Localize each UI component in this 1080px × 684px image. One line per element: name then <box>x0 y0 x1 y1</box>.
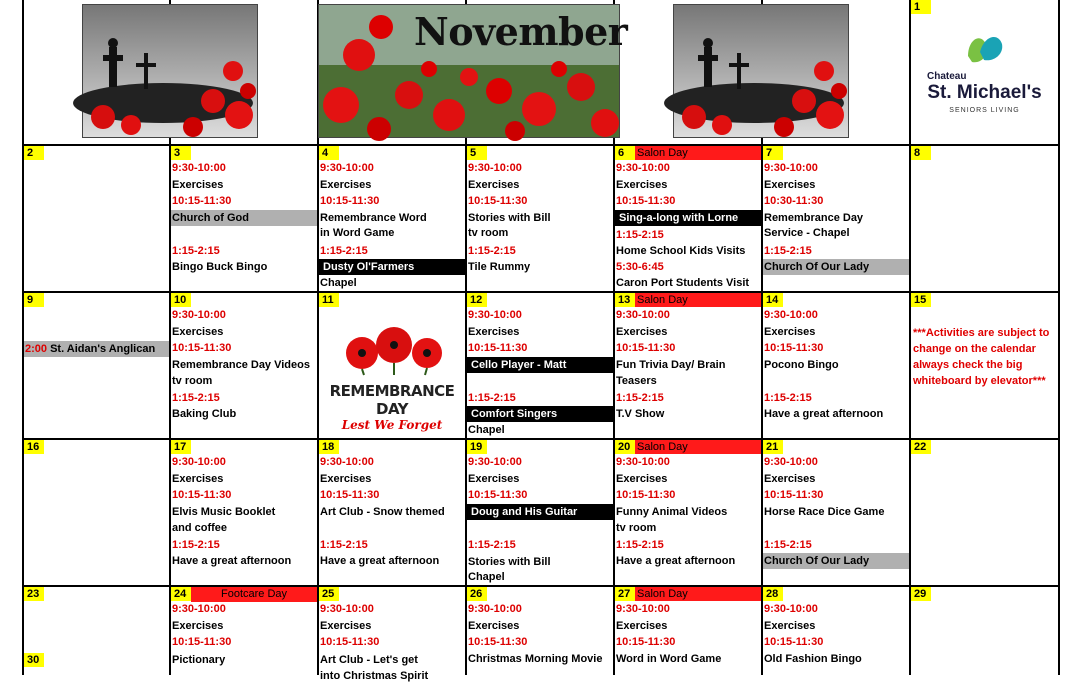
day-number: 23 <box>24 587 44 601</box>
event-time: 10:30-11:30 <box>764 195 824 207</box>
event-time: 1:15-2:15 <box>764 539 812 551</box>
remembrance-day-graphic <box>319 323 465 432</box>
event-time: 9:30-10:00 <box>468 309 522 321</box>
event-title: Exercises <box>468 620 520 632</box>
salon-day-banner: Salon Day <box>633 293 761 307</box>
event-title: Service - Chapel <box>764 227 850 239</box>
event-time: 9:30-10:00 <box>616 603 670 615</box>
event-time: 9:30-10:00 <box>320 603 374 615</box>
day-number: 24 <box>171 587 191 601</box>
event-title: Funny Animal Videos <box>616 506 728 518</box>
day-number: 8 <box>911 146 931 160</box>
day-cell-20 <box>615 440 761 585</box>
event-time: 9:30-10:00 <box>764 603 818 615</box>
event-title: Church Of Our Lady <box>763 553 909 569</box>
event-title: Exercises <box>172 326 224 338</box>
day-cell-11 <box>319 293 465 438</box>
event-title: Caron Port Students Visit <box>616 277 750 289</box>
day-cell-23-30 <box>24 587 169 675</box>
poppy-field-banner <box>318 4 628 138</box>
event-title: Bingo Buck Bingo <box>172 261 268 273</box>
event-time: 10:15-11:30 <box>172 342 232 354</box>
event-title: Horse Race Dice Game <box>764 506 885 518</box>
event-title: Teasers <box>616 375 657 387</box>
event-time: 1:15-2:15 <box>468 245 516 257</box>
event-time: 10:15-11:30 <box>172 195 232 207</box>
event-title: Elvis Music Booklet <box>172 506 276 518</box>
day-cell-18 <box>319 440 465 585</box>
event-time: 10:15-11:30 <box>764 342 824 354</box>
logo-line2: St. Michael's <box>927 82 1042 103</box>
event-title: Tile Rummy <box>468 261 531 273</box>
event-title: Comfort Singers <box>467 406 613 422</box>
calendar-grid <box>22 0 1060 682</box>
day-cell-25 <box>319 587 465 682</box>
day-cell-22 <box>911 440 1058 585</box>
event-time: 10:15-11:30 <box>320 195 380 207</box>
event-time: 9:30-10:00 <box>616 309 670 321</box>
event-time: 9:30-10:00 <box>172 162 226 174</box>
day-number: 10 <box>171 293 191 307</box>
event-time: 10:15-11:30 <box>172 489 232 501</box>
day-number: 7 <box>763 146 783 160</box>
activities-notice: ***Activities are subject to change on the calendar always check the big whiteboard by elevator*** <box>913 327 1050 387</box>
event-time: 5:30-6:45 <box>616 261 664 273</box>
day-cell-10 <box>171 293 317 438</box>
day-number: 5 <box>467 146 487 160</box>
day-cell-27 <box>615 587 761 675</box>
event-time: 1:15-2:15 <box>764 392 812 404</box>
soldier-poppy-image-right <box>673 4 849 138</box>
event-time: 1:15-2:15 <box>172 245 220 257</box>
day-number: 19 <box>467 440 487 454</box>
event-title: and coffee <box>172 522 228 534</box>
event-title: Church Of Our Lady <box>763 259 909 275</box>
event-time: 9:30-10:00 <box>764 456 818 468</box>
day-cell-6 <box>615 146 761 291</box>
event-title: Exercises <box>764 620 816 632</box>
event-time: 2:00 <box>25 343 48 355</box>
day-cell-13 <box>615 293 761 438</box>
event-title: Art Club - Snow themed <box>320 506 445 518</box>
day-number: 15 <box>911 293 931 307</box>
event-title: in Word Game <box>320 227 395 239</box>
event-location: tv room <box>172 375 213 387</box>
event-time: 10:15-11:30 <box>468 342 528 354</box>
day-cell-19 <box>467 440 613 585</box>
event-title: Exercises <box>320 179 372 191</box>
event-location: Chapel <box>468 424 505 436</box>
event-title: Fun Trivia Day/ Brain <box>616 359 726 371</box>
event-time: 9:30-10:00 <box>320 162 374 174</box>
event-time: 9:30-10:00 <box>764 162 818 174</box>
logo-line1: Chateau <box>927 71 967 82</box>
event-time: 1:15-2:15 <box>172 539 220 551</box>
event-time: 9:30-10:00 <box>320 456 374 468</box>
event-title: Have a great afternoon <box>320 555 440 567</box>
day-number: 12 <box>467 293 487 307</box>
event-title: Christmas Morning Movie <box>468 653 603 665</box>
salon-day-banner: Salon Day <box>633 440 761 454</box>
event-title: Sing-a-long with Lorne <box>615 210 761 226</box>
day-number: 20 <box>615 440 635 454</box>
event-title: Exercises <box>764 326 816 338</box>
event-time: 9:30-10:00 <box>616 456 670 468</box>
event-title: Remembrance Word <box>320 212 427 224</box>
day-number: 16 <box>24 440 44 454</box>
day-cell-26 <box>467 587 613 675</box>
poppy-icon <box>332 323 452 375</box>
day-cell-9 <box>24 293 169 438</box>
event-time: 10:15-11:30 <box>764 636 824 648</box>
day-number: 28 <box>763 587 783 601</box>
day-cell-5 <box>467 146 613 291</box>
remembrance-tagline: Lest We Forget <box>341 418 443 432</box>
day-number: 9 <box>24 293 44 307</box>
soldier-poppy-image-left <box>82 4 258 138</box>
event-title: Exercises <box>172 620 224 632</box>
day-number: 21 <box>763 440 783 454</box>
day-number: 26 <box>467 587 487 601</box>
event-title: Baking Club <box>172 408 237 420</box>
event-time: 10:15-11:30 <box>616 489 676 501</box>
event-time: 1:15-2:15 <box>320 539 368 551</box>
event-title: Church of God <box>171 210 317 226</box>
event-title: Dusty Ol'Farmers <box>319 259 465 275</box>
event-time: 10:15-11:30 <box>616 195 676 207</box>
event-title: Exercises <box>616 473 668 485</box>
event-time: 10:15-11:30 <box>468 636 528 648</box>
event-title: St. Aidan's Anglican <box>50 343 156 355</box>
event-title: Pocono Bingo <box>764 359 839 371</box>
event-title: into Christmas Spirit <box>320 670 429 682</box>
day-cell-28 <box>763 587 909 675</box>
day-cell-8 <box>911 146 1058 291</box>
event-location: Chapel <box>468 571 505 583</box>
event-title: Remembrance Day <box>764 212 864 224</box>
event-time: 1:15-2:15 <box>320 245 368 257</box>
day-cell-14 <box>763 293 909 438</box>
event-time: 1:15-2:15 <box>468 539 516 551</box>
event-title: T.V Show <box>616 408 665 420</box>
event-time: 10:15-11:30 <box>320 489 380 501</box>
day-number: 2 <box>24 146 44 160</box>
event-time: 10:15-11:30 <box>320 636 380 648</box>
event-title: Have a great afternoon <box>764 408 884 420</box>
event-location: tv room <box>468 227 509 239</box>
event-title: Old Fashion Bingo <box>764 653 862 665</box>
event-title: Remembrance Day Videos <box>172 359 310 371</box>
event-location: tv room <box>616 522 657 534</box>
event-location: Chapel <box>320 277 357 289</box>
day-number: 22 <box>911 440 931 454</box>
day-cell-7 <box>763 146 909 291</box>
event-title: Doug and His Guitar <box>467 504 613 520</box>
day-number: 27 <box>615 587 635 601</box>
event-time: 1:15-2:15 <box>616 539 664 551</box>
day-cell-24 <box>171 587 317 675</box>
event-title: Exercises <box>616 326 668 338</box>
event-time: 10:15-11:30 <box>764 489 824 501</box>
day-number: 6 <box>615 146 635 160</box>
event-time: 1:15-2:15 <box>468 392 516 404</box>
event-title: Exercises <box>172 473 224 485</box>
event-time: 9:30-10:00 <box>468 603 522 615</box>
event-title: Have a great afternoon <box>172 555 292 567</box>
event-time: 1:15-2:15 <box>172 392 220 404</box>
day-cell-16 <box>24 440 169 585</box>
day-cell-4 <box>319 146 465 291</box>
day-number: 18 <box>319 440 339 454</box>
footcare-day-banner: Footcare Day <box>191 587 317 602</box>
event-title: Word in Word Game <box>616 653 722 665</box>
event-time: 1:15-2:15 <box>616 392 664 404</box>
day-number: 29 <box>911 587 931 601</box>
event-title: Exercises <box>468 326 520 338</box>
day-cell-12 <box>467 293 613 438</box>
day-number: 17 <box>171 440 191 454</box>
event-title: Exercises <box>172 179 224 191</box>
day-number: 4 <box>319 146 339 160</box>
day-cell-15 <box>911 293 1058 438</box>
event-title: Exercises <box>764 179 816 191</box>
logo <box>911 28 1058 114</box>
day-cell-17 <box>171 440 317 585</box>
day-number: 3 <box>171 146 191 160</box>
event-title: Cello Player - Matt <box>467 357 613 373</box>
logo-line3: SENIORS LIVING <box>949 107 1020 114</box>
event-title: Exercises <box>320 473 372 485</box>
day-number: 13 <box>615 293 635 307</box>
day-number: 25 <box>319 587 339 601</box>
event-time: 10:15-11:30 <box>468 489 528 501</box>
event-time: 9:30-10:00 <box>172 603 226 615</box>
day-cell-1 <box>911 0 1058 144</box>
day-number: 30 <box>24 653 44 667</box>
event-time: 9:30-10:00 <box>172 456 226 468</box>
event-title: Exercises <box>616 179 668 191</box>
event-time: 10:15-11:30 <box>616 342 676 354</box>
day-cell-2 <box>24 146 169 291</box>
salon-day-banner: Salon Day <box>633 146 761 160</box>
event-title: Exercises <box>764 473 816 485</box>
month-title: November <box>414 9 628 54</box>
event-title: Exercises <box>616 620 668 632</box>
event-time: 9:30-10:00 <box>172 309 226 321</box>
event-title: Stories with Bill <box>468 556 551 568</box>
event-time: 10:15-11:30 <box>172 636 232 648</box>
event-title: Exercises <box>320 620 372 632</box>
event-time: 10:15-11:30 <box>616 636 676 648</box>
event-title: Art Club - Let's get <box>320 654 418 666</box>
event-time: 9:30-10:00 <box>616 162 670 174</box>
logo-mark-icon <box>962 28 1008 68</box>
event-title: Have a great afternoon <box>616 555 736 567</box>
event-title: Pictionary <box>172 654 226 666</box>
event-title: Stories with Bill <box>468 212 551 224</box>
event-time: 9:30-10:00 <box>764 309 818 321</box>
event-title: Exercises <box>468 179 520 191</box>
event-time: 1:15-2:15 <box>616 229 664 241</box>
day-number: 1 <box>911 0 931 14</box>
event-time: 1:15-2:15 <box>764 245 812 257</box>
event-time: 10:15-11:30 <box>468 195 528 207</box>
event-title: Home School Kids Visits <box>616 245 746 257</box>
day-cell-29 <box>911 587 1058 675</box>
event-time: 9:30-10:00 <box>468 162 522 174</box>
day-cell-21 <box>763 440 909 585</box>
event-item <box>24 341 169 357</box>
event-time: 9:30-10:00 <box>468 456 522 468</box>
event-title: Exercises <box>468 473 520 485</box>
day-number: 11 <box>319 293 339 307</box>
day-cell-3 <box>171 146 317 291</box>
day-number: 14 <box>763 293 783 307</box>
remembrance-title: REMEMBRANCE DAY <box>329 382 455 418</box>
salon-day-banner: Salon Day <box>633 587 761 601</box>
